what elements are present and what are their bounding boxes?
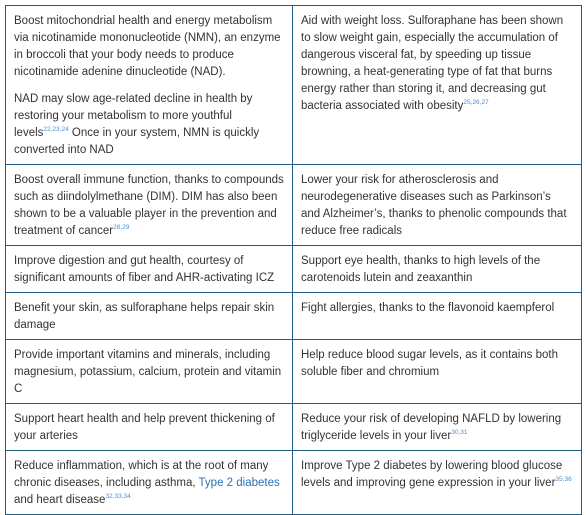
table-row <box>6 340 582 404</box>
table-row <box>6 451 582 515</box>
table-cell <box>293 451 582 515</box>
table-row <box>6 6 582 165</box>
cell-text: Improve Type 2 diabetes by lowering blood glucose levels and improving gene expression in your liver <box>301 460 563 489</box>
cell-text: Help reduce blood sugar levels, as it contains both soluble fiber and chromium <box>301 349 558 378</box>
citation-refs[interactable]: 30,31 <box>451 429 468 437</box>
citation-refs[interactable]: 35,36 <box>555 476 572 484</box>
cell-text: Support eye health, thanks to high levels of the carotenoids lutein and zeaxanthin <box>301 255 541 284</box>
cell-text: Reduce your risk of developing NAFLD by lowering triglyceride levels in your liver <box>301 413 562 442</box>
table-row <box>6 293 582 340</box>
cell-text: Provide important vitamins and minerals, including magnesium, potassium, calcium, protein and vitamin C <box>14 349 282 395</box>
table-cell <box>6 404 293 451</box>
cell-text: Reduce inflammation, which is at the root of many chronic diseases, including asthma, <box>14 460 269 489</box>
cell-text: Aid with weight loss. Sulforaphane has been shown to slow weight gain, especially the accumulation of dangerous visceral fat, by speeding up tissue browning, a heat-generating type of fat that burns energy rather than storing it, and decreasing gut bacteria associated with obesity <box>301 15 564 112</box>
cell-text: Benefit your skin, as sulforaphane helps repair skin damage <box>14 302 275 331</box>
citation-refs[interactable]: 32,33,34 <box>105 493 131 501</box>
table-cell <box>6 246 293 293</box>
table-cell <box>6 6 293 165</box>
table-cell <box>6 451 293 515</box>
table-cell <box>6 165 293 246</box>
table-cell <box>293 340 582 404</box>
cell-text: and heart disease <box>14 494 106 506</box>
table-cell <box>293 404 582 451</box>
cell-text: Support heart health and help prevent thickening of your arteries <box>14 413 275 442</box>
citation-refs[interactable]: 28,29 <box>113 224 130 232</box>
type-2-diabetes-link[interactable]: Type 2 diabetes <box>198 477 280 489</box>
benefits-table <box>5 5 582 515</box>
cell-text: Boost overall immune function, thanks to compounds such as diindolylmethane (DIM). DIM has also been shown to be a valuable player in the prevention and treatment of cancer <box>14 174 284 237</box>
cell-text: Fight allergies, thanks to the flavonoid kaempferol <box>301 302 555 314</box>
table-cell <box>293 293 582 340</box>
table-cell <box>6 293 293 340</box>
table-cell <box>293 6 582 165</box>
cell-text: Improve digestion and gut health, courtesy of significant amounts of fiber and AHR-activating ICZ <box>14 255 275 284</box>
table-row <box>6 165 582 246</box>
cell-text: Once in your system, NMN is quickly converted into NAD <box>14 127 260 156</box>
cell-text: Boost mitochondrial health and energy metabolism via nicotinamide mononucleotide (NMN), an enzyme in broccoli that your body needs to produce nicotinamide adenine dinucleotide (NAD). <box>14 15 281 78</box>
cell-text: NAD may slow age-related decline in health by restoring your metabolism to more youthful levels <box>14 93 253 139</box>
table-cell <box>293 246 582 293</box>
citation-refs[interactable]: 22,23,24 <box>43 126 69 134</box>
table-cell <box>6 340 293 404</box>
cell-text: Lower your risk for atherosclerosis and neurodegenerative diseases such as Parkinson’s and Alzheimer’s, thanks to phenolic compounds that reduce free radicals <box>301 174 567 237</box>
table-row <box>6 404 582 451</box>
citation-refs[interactable]: 25,26,27 <box>463 99 489 107</box>
table-cell <box>293 165 582 246</box>
table-row <box>6 246 582 293</box>
